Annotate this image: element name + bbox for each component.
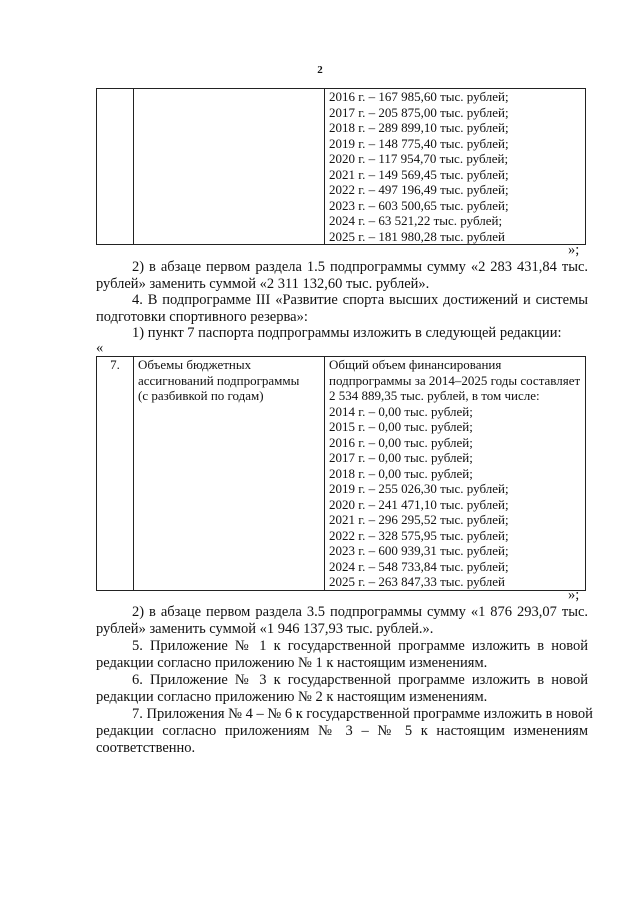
table-cell-label: [134, 357, 325, 591]
funding-line: 2019 г. – 148 775,40 тыс. рублей;: [329, 135, 509, 151]
funding-line: 2024 г. – 63 521,22 тыс. рублей;: [329, 213, 503, 228]
table-cell-number: [97, 89, 134, 245]
funding-line: 2021 г. – 296 295,52 тыс. рублей;: [329, 512, 509, 527]
table-cell-values: [325, 89, 586, 245]
funding-line: 2022 г. – 328 575,95 тыс. рублей;: [329, 527, 509, 543]
funding-line: 2019 г. – 255 026,30 тыс. рублей;: [329, 481, 509, 496]
funding-line: 2 534 889,35 тыс. рублей, в том числе:: [329, 388, 540, 403]
paragraph-6-line-1: 6. Приложение № 3 к государственной программе изложить в новой: [132, 672, 588, 688]
paragraph-4-item-2-line-1: 2) в абзаце первом раздела 3.5 подпрограммы сумму «1 876 293,07 тыс.: [132, 604, 588, 620]
paragraph-6-line-2: редакции согласно приложению № 2 к настоящим изменениям.: [96, 689, 488, 705]
label-line: ассигнований подпрограммы: [138, 372, 300, 388]
funding-line: 2017 г. – 0,00 тыс. рублей;: [329, 450, 473, 465]
page-number: 2: [317, 64, 323, 76]
funding-line: 2017 г. – 205 875,00 тыс. рублей;: [329, 104, 509, 120]
funding-line: 2020 г. – 241 471,10 тыс. рублей;: [329, 496, 509, 512]
funding-line: 2016 г. – 167 985,60 тыс. рублей;: [329, 89, 509, 104]
funding-line: 2015 г. – 0,00 тыс. рублей;: [329, 419, 473, 434]
funding-line: 2021 г. – 149 569,45 тыс. рублей;: [329, 166, 509, 182]
funding-line: Общий объем финансирования: [329, 357, 502, 372]
funding-line: 2025 г. – 263 847,33 тыс. рублей: [329, 574, 505, 589]
paragraph-4-item-1: 1) пункт 7 паспорта подпрограммы изложить в следующей редакции:: [132, 325, 562, 341]
label-line: (с разбивкой по годам): [138, 388, 264, 403]
funding-line: 2014 г. – 0,00 тыс. рублей;: [329, 403, 473, 419]
funding-line: подпрограммы за 2014–2025 годы составляет: [329, 372, 581, 388]
funding-line: 2018 г. – 0,00 тыс. рублей;: [329, 465, 473, 481]
paragraph-4-item-2-line-2: рублей» заменить суммой «1 946 137,93 тыс. рублей.».: [96, 621, 434, 637]
item-number: 7.: [110, 357, 120, 372]
paragraph-5-line-1: 5. Приложение № 1 к государственной программе изложить в новой: [132, 638, 588, 654]
paragraph-7-line-1: 7. Приложения № 4 – № 6 к государственной программе изложить в новой: [132, 706, 593, 722]
table-row: [97, 357, 586, 591]
funding-line: 2025 г. – 181 980,28 тыс. рублей: [329, 228, 505, 244]
label-line: Объемы бюджетных: [138, 357, 252, 372]
funding-line: 2024 г. – 548 733,84 тыс. рублей;: [329, 558, 509, 574]
paragraph-7-line-3: соответственно.: [96, 740, 196, 756]
funding-line: 2020 г. – 117 954,70 тыс. рублей;: [329, 151, 509, 166]
paragraph-4-line-2: подготовки спортивного резерва»:: [96, 309, 308, 325]
funding-line: 2023 г. – 603 500,65 тыс. рублей;: [329, 197, 509, 213]
paragraph-4-line-1: 4. В подпрограмме III «Развитие спорта высших достижений и системы: [132, 292, 588, 308]
opening-quote: «: [96, 340, 104, 356]
funding-line: 2023 г. – 600 939,31 тыс. рублей;: [329, 543, 509, 558]
paragraph-2-line-1: 2) в абзаце первом раздела 1.5 подпрограммы сумму «2 283 431,84 тыс.: [132, 259, 588, 275]
table-passport-item-7: [96, 356, 586, 591]
table-cell-label: [134, 89, 325, 245]
paragraph-7-line-2: редакции согласно приложениям № 3 – № 5 к настоящим изменениям: [96, 723, 588, 739]
paragraph-2-line-2: рублей» заменить суммой «2 311 132,60 тыс. рублей».: [96, 276, 430, 292]
funding-line: 2022 г. – 497 196,49 тыс. рублей;: [329, 182, 509, 197]
table-row: [97, 89, 586, 245]
table-cell-values: [325, 357, 586, 591]
closing-quote: »;: [568, 587, 580, 603]
table-funding-continuation: [96, 88, 586, 245]
closing-quote: »;: [568, 242, 580, 258]
table-cell-number: [97, 357, 134, 591]
funding-line: 2018 г. – 289 899,10 тыс. рублей;: [329, 120, 509, 135]
funding-line: 2016 г. – 0,00 тыс. рублей;: [329, 434, 473, 450]
paragraph-5-line-2: редакции согласно приложению № 1 к настоящим изменениям.: [96, 655, 488, 671]
